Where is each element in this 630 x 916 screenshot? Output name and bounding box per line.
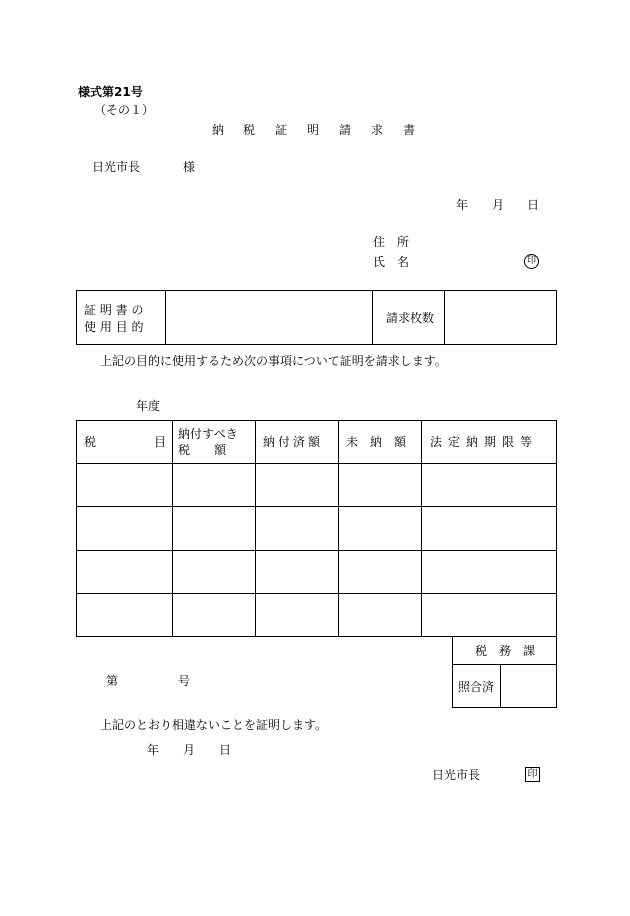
addressee-name: 日光市長	[92, 160, 141, 174]
cert-year: 年	[147, 743, 160, 757]
title-char: 税	[243, 123, 256, 137]
col-paid-amount: 納付済額	[263, 435, 324, 449]
title-char: 書	[403, 123, 416, 137]
addressee-honorific: 様	[183, 160, 196, 174]
fiscal-year-label: 年度	[136, 399, 161, 413]
col-due-date: 法定納期限等	[430, 435, 539, 449]
address-label: 住 所	[373, 235, 410, 249]
col-unpaid-amount: 未 納 額	[346, 435, 407, 449]
request-statement: 上記の目的に使用するため次の事項について証明を請求します。	[100, 354, 447, 368]
date-day: 日	[527, 198, 540, 212]
checked-label: 照合済	[458, 680, 495, 694]
cert-month: 月	[183, 743, 196, 757]
issuer-seal-icon: 印	[525, 767, 540, 782]
cert-day: 日	[219, 743, 232, 757]
seal-icon: 印	[524, 254, 539, 269]
col-tax-payable-line1: 納付すべき	[178, 427, 238, 441]
title-char: 求	[371, 123, 384, 137]
request-count-label: 請求枚数	[386, 311, 435, 325]
certification-statement: 上記のとおり相違ないことを証明します。	[100, 718, 328, 732]
date-year: 年	[456, 198, 469, 212]
title-char: 証	[275, 123, 288, 137]
col-tax-item: 税 目	[84, 435, 169, 449]
form-subtitle: （その１）	[94, 103, 155, 117]
date-month: 月	[492, 198, 505, 212]
issuer-name: 日光市長	[432, 768, 481, 782]
title-char: 請	[339, 123, 352, 137]
tax-dept-label: 税 務 課	[475, 644, 536, 658]
number-go: 号	[178, 674, 191, 688]
col-tax-payable-line2: 税 額	[178, 443, 227, 457]
number-dai: 第	[106, 674, 119, 688]
name-label: 氏 名	[373, 255, 410, 269]
form-number: 様式第21号	[78, 85, 143, 99]
purpose-label-line1: 証 明 書 の	[84, 303, 144, 317]
purpose-label-line2: 使 用 目 的	[84, 320, 144, 334]
title-char: 納	[212, 123, 225, 137]
title-char: 明	[307, 123, 320, 137]
